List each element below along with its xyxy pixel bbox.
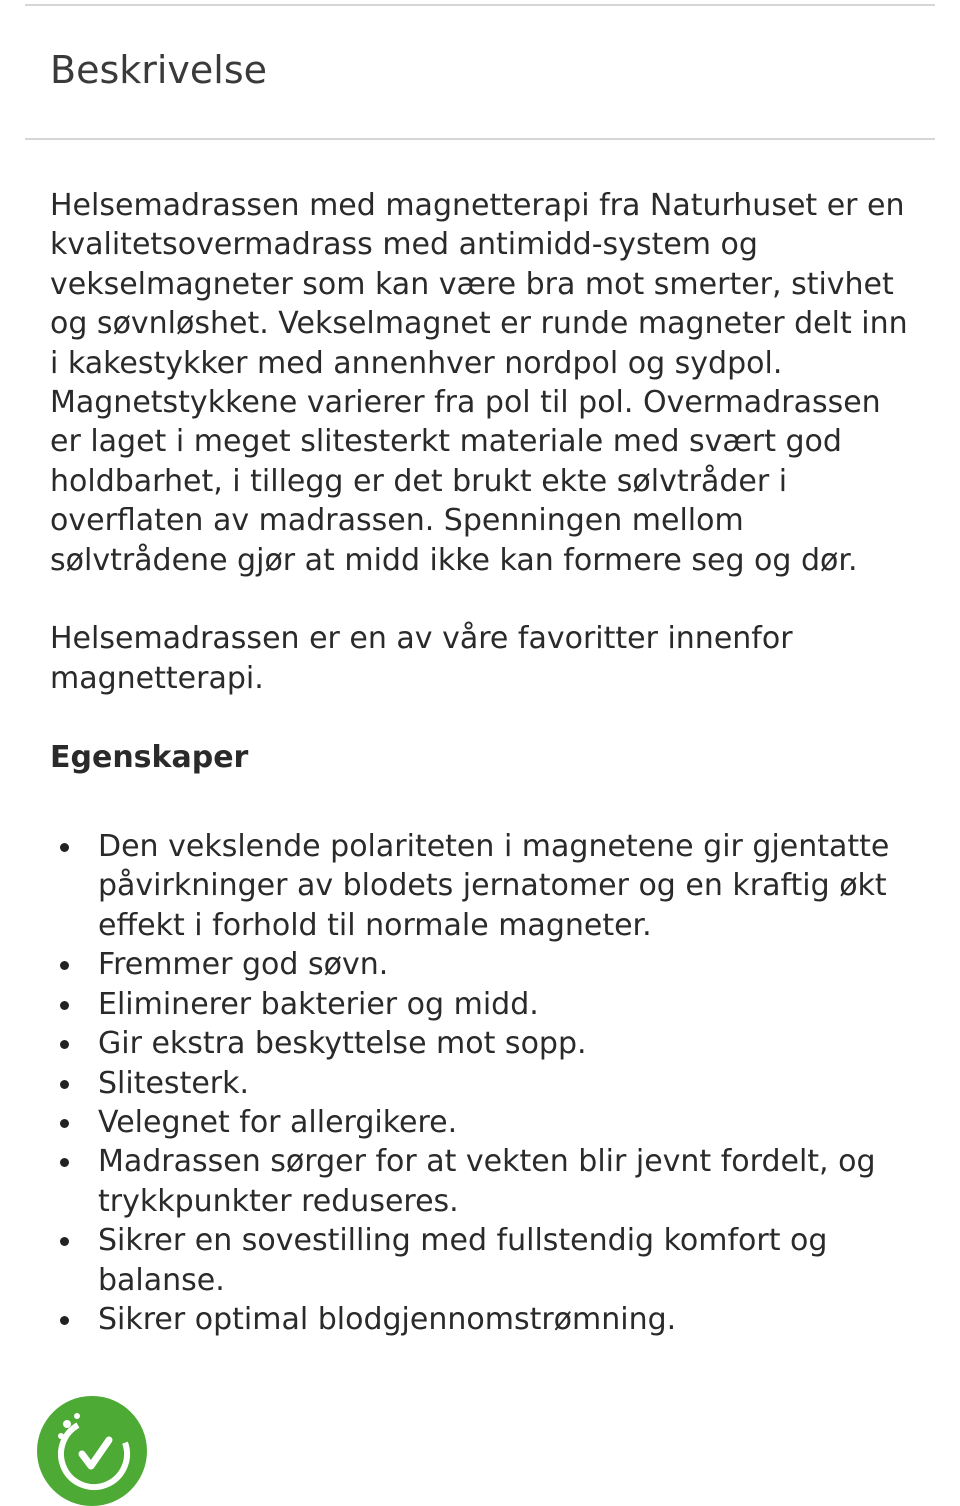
list-item: Sikrer optimal blodgjennomstrømning. — [98, 1300, 920, 1339]
description-paragraph-2: Helsemadrassen er en av våre favoritter innenfor magnetterapi. — [50, 621, 793, 696]
trust-check-icon — [37, 1396, 147, 1506]
features-heading: Egenskaper — [50, 739, 249, 775]
description-paragraph-1: Helsemadrassen med magnetterapi fra Naturhuset er en kvalitetsovermadrass med antimidd-system og vekselmagneter som kan være bra mot smerter, stivhet og søvnløshet. Vekselmagnet er runde magneter delt inn i kakestykker med annenhver nordpol og sydpol. Magnetstykkene varierer fra pol til pol. Overmadrassen er laget i meget slitesterkt materiale med svært god holdbarhet, i tillegg er det brukt ekte sølvtråder i overflaten av madrassen. Spenningen mellom sølvtrådene gjør at midd ikke kan formere seg og dør. — [50, 188, 908, 578]
list-item: Eliminerer bakterier og midd. — [98, 985, 920, 1024]
list-item: Fremmer god søvn. — [98, 945, 920, 984]
list-item: Sikrer en sovestilling med fullstendig komfort og balanse. — [98, 1221, 920, 1300]
list-item: Gir ekstra beskyttelse mot sopp. — [98, 1024, 920, 1063]
list-item: Den vekslende polariteten i magnetene gir gjentatte påvirkninger av blodets jernatomer og en kraftig økt effekt i forhold til normale magneter. — [98, 827, 920, 945]
features-list — [50, 827, 920, 1339]
description-content — [50, 186, 920, 1339]
trust-badge-button[interactable] — [37, 1396, 147, 1506]
list-item: Slitesterk. — [98, 1064, 920, 1103]
list-item: Madrassen sørger for at vekten blir jevnt fordelt, og trykkpunkter reduseres. — [98, 1142, 920, 1221]
section-title[interactable]: Beskrivelse — [50, 48, 268, 92]
top-divider — [25, 4, 935, 6]
list-item: Velegnet for allergikere. — [98, 1103, 920, 1142]
section-divider — [25, 138, 935, 140]
